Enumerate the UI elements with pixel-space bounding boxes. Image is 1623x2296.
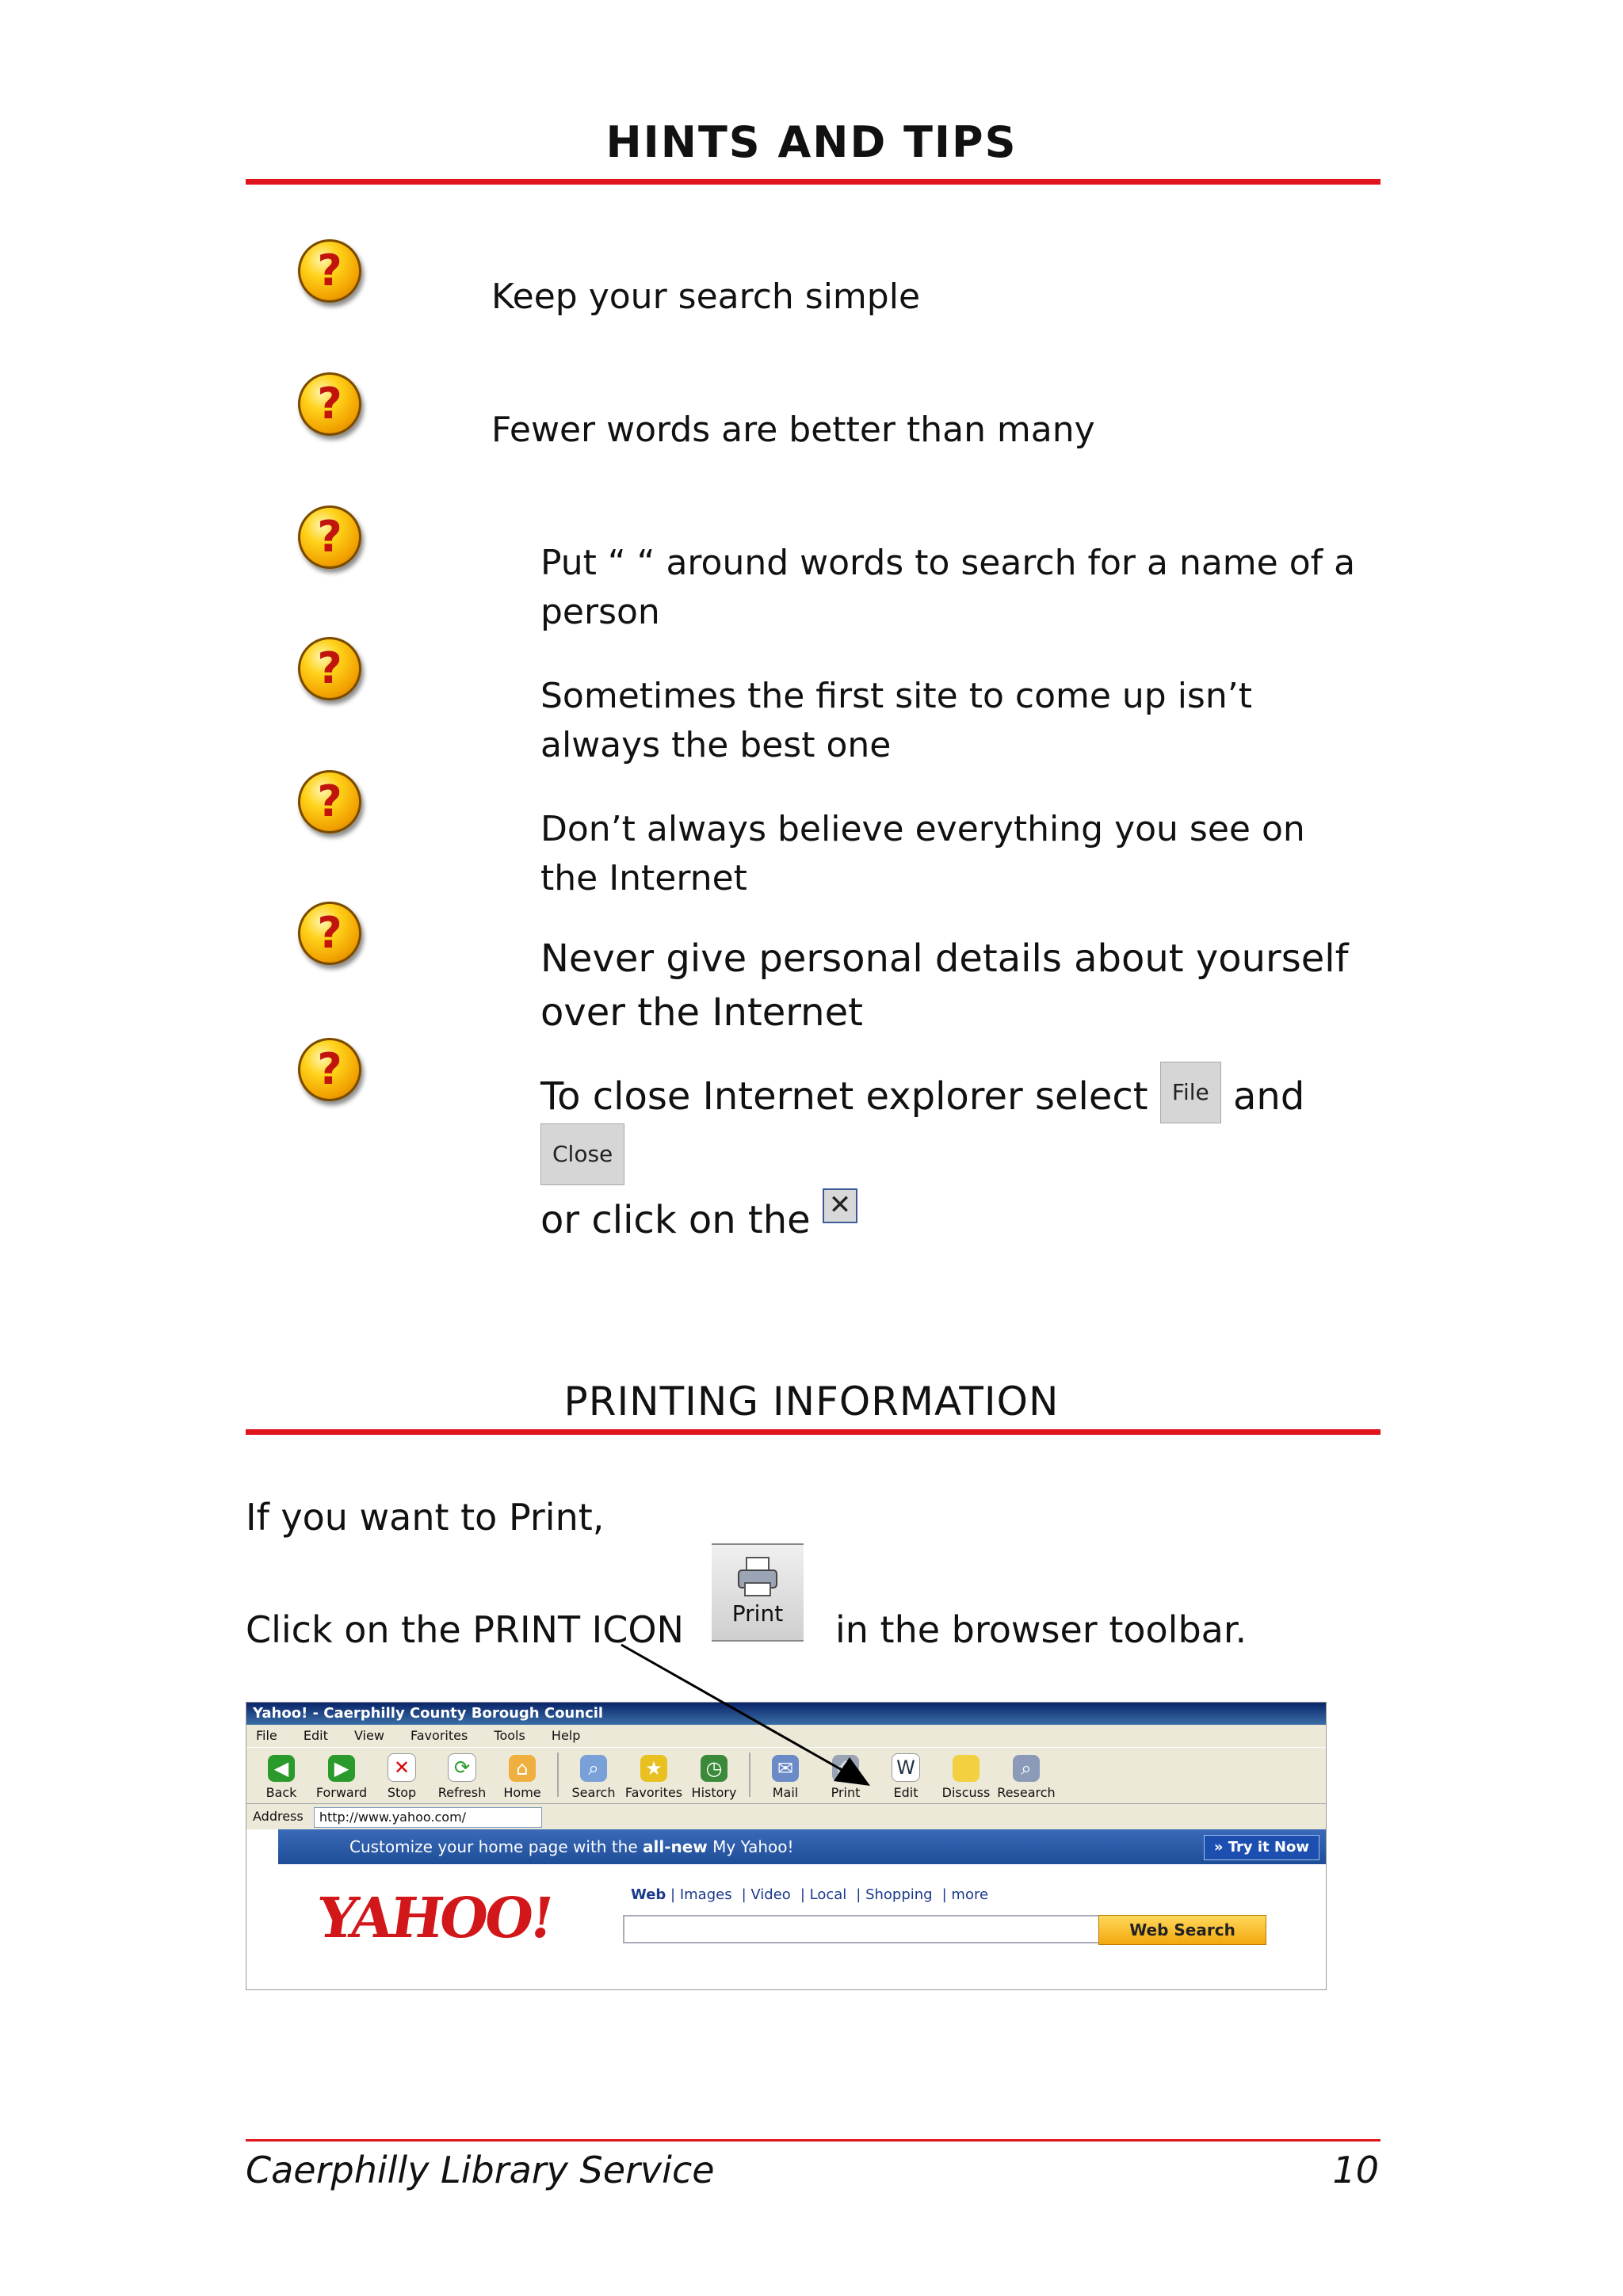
tab-more[interactable]: more xyxy=(951,1886,989,1903)
back-arrow-icon: ◀ xyxy=(268,1755,295,1782)
question-icon: ? xyxy=(298,1038,361,1101)
address-bar xyxy=(246,1804,1326,1830)
tab-images[interactable]: Images xyxy=(679,1886,732,1903)
question-icon: ? xyxy=(298,637,361,700)
pointer-arrow xyxy=(618,1640,880,1798)
tip-text: Fewer words are better than many xyxy=(491,410,1095,450)
toolbar-separator xyxy=(557,1753,559,1797)
print-instruction: Click on the PRINT ICON xyxy=(246,1608,684,1651)
footer-divider xyxy=(246,2139,1381,2142)
search-input[interactable] xyxy=(623,1915,1102,1943)
refresh-button[interactable]: ⟳ Refresh xyxy=(432,1753,492,1803)
footer-left: Caerphilly Library Service xyxy=(246,2149,715,2191)
question-icon: ? xyxy=(298,505,361,569)
home-icon: ⌂ xyxy=(509,1755,536,1782)
url-field[interactable]: http://www.yahoo.com/ xyxy=(314,1807,542,1828)
print-button-label: Print xyxy=(731,1600,784,1627)
print-intro: If you want to Print, xyxy=(246,1496,605,1539)
printer-icon xyxy=(735,1556,780,1597)
history-button[interactable]: ◷ History xyxy=(684,1755,744,1803)
question-icon: ? xyxy=(298,770,361,833)
menu-help[interactable]: Help xyxy=(551,1728,581,1743)
yahoo-logo: YAHOO! xyxy=(313,1885,556,1951)
menu-view[interactable]: View xyxy=(353,1728,384,1743)
question-icon: ? xyxy=(298,902,361,965)
print-button[interactable] xyxy=(712,1543,804,1642)
word-icon: W xyxy=(892,1753,920,1782)
search-tabs: Web | Images | Video | Local | Shopping | more xyxy=(631,1886,989,1903)
tip-text: Put “ “ around words to search for a name of a person xyxy=(540,543,1356,632)
tip-text: Keep your search simple xyxy=(491,277,921,317)
page-number: 10 xyxy=(1332,2149,1379,2191)
yahoo-banner: Customize your home page with the all-new My Yahoo! » Try it Now xyxy=(278,1829,1326,1864)
title-divider xyxy=(246,179,1381,185)
back-button[interactable]: ◀ Back xyxy=(251,1755,311,1803)
tip-text: Never give personal details about yourself over the Internet xyxy=(540,936,1349,1035)
window-title: Yahoo! - Caerphilly County Borough Council xyxy=(246,1703,1326,1725)
tip-text: or click on the xyxy=(540,1198,811,1242)
menu-tools[interactable]: Tools xyxy=(494,1728,525,1743)
forward-arrow-icon: ▶ xyxy=(328,1755,355,1782)
star-icon: ★ xyxy=(640,1755,667,1782)
home-button[interactable]: ⌂ Home xyxy=(492,1755,552,1803)
file-menu-button: File xyxy=(1160,1062,1221,1123)
web-search-button[interactable]: Web Search xyxy=(1098,1915,1266,1945)
toolbar-print-button[interactable]: Print xyxy=(815,1755,876,1803)
forward-button[interactable]: ▶ Forward xyxy=(311,1755,372,1803)
question-icon: ? xyxy=(298,372,361,436)
discuss-button[interactable]: Discuss xyxy=(936,1755,996,1803)
close-icon: ✕ xyxy=(823,1188,857,1223)
print-instruction-suffix: in the browser toolbar. xyxy=(835,1608,1247,1651)
mail-icon: ✉ xyxy=(772,1755,799,1782)
search-icon: ⌕ xyxy=(580,1755,607,1782)
favorites-button[interactable]: ★ Favorites xyxy=(624,1755,684,1803)
refresh-icon: ⟳ xyxy=(448,1753,476,1782)
research-icon: ⌕ xyxy=(1013,1755,1040,1782)
tab-shopping[interactable]: Shopping xyxy=(865,1886,933,1903)
stop-icon: ✕ xyxy=(388,1753,416,1782)
close-menu-button: Close xyxy=(540,1123,624,1185)
tab-web[interactable]: Web xyxy=(631,1886,666,1903)
question-icon: ? xyxy=(298,239,361,303)
tip-text: Sometimes the first site to come up isn’t always the best one xyxy=(540,676,1252,765)
try-it-now-button[interactable]: » Try it Now xyxy=(1204,1835,1319,1860)
tip-close-instructions xyxy=(540,1070,1396,1247)
browser-page xyxy=(246,1829,1326,1989)
history-icon: ◷ xyxy=(701,1755,727,1782)
mail-button[interactable]: ✉ Mail xyxy=(755,1755,815,1803)
menu-favorites[interactable]: Favorites xyxy=(411,1728,468,1743)
section-divider xyxy=(246,1429,1381,1435)
tab-local[interactable]: Local xyxy=(809,1886,847,1903)
menu-edit[interactable]: Edit xyxy=(303,1728,328,1743)
tab-video[interactable]: Video xyxy=(750,1886,791,1903)
address-label: Address xyxy=(253,1809,304,1824)
page-title: HINTS AND TIPS xyxy=(605,117,1018,167)
edit-button[interactable]: W Edit xyxy=(876,1753,936,1803)
tip-text: Don’t always believe everything you see on the Internet xyxy=(540,809,1305,898)
research-button[interactable]: ⌕ Research xyxy=(996,1755,1056,1803)
search-button[interactable]: ⌕ Search xyxy=(563,1755,624,1803)
tip-text: To close Internet explorer select xyxy=(540,1074,1148,1119)
stop-button[interactable]: ✕ Stop xyxy=(372,1753,432,1803)
section-title: PRINTING INFORMATION xyxy=(563,1379,1060,1425)
discuss-icon xyxy=(953,1755,980,1782)
tip-text: and xyxy=(1233,1074,1305,1119)
menu-file[interactable]: File xyxy=(256,1728,277,1743)
